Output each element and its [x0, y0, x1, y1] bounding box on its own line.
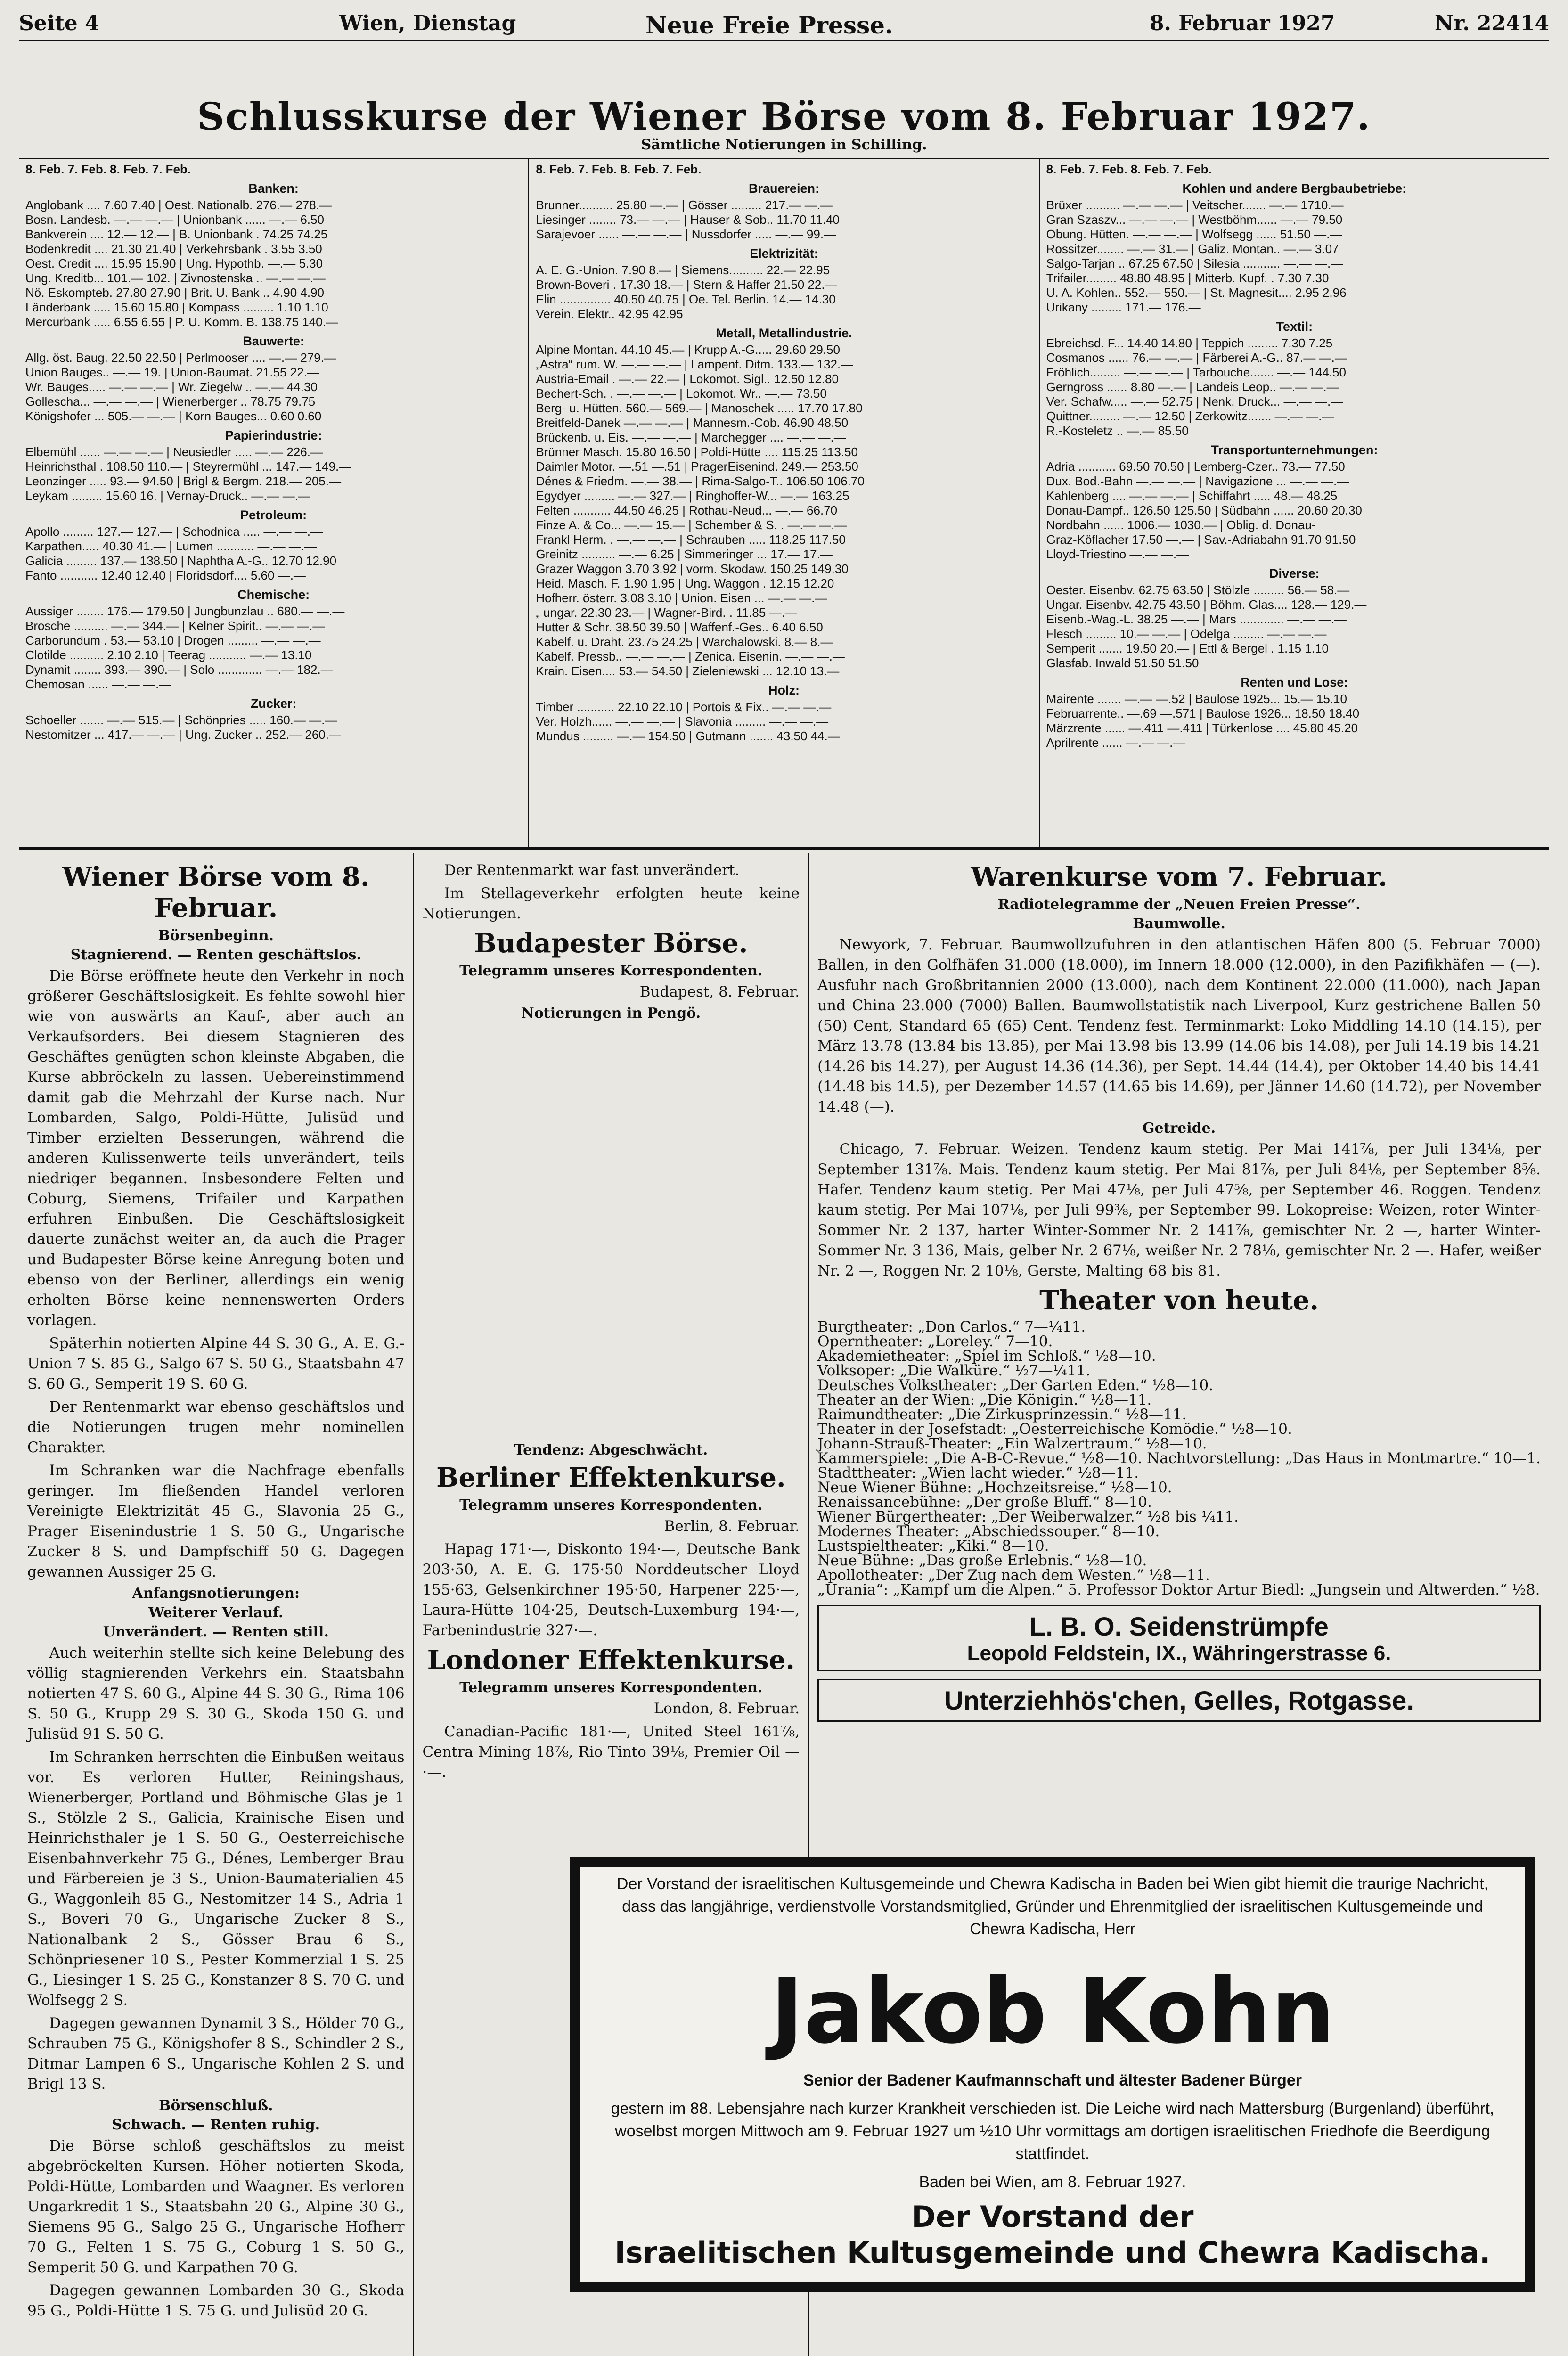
table-row: Mundus ......... —.— 154.50 | Gutmann ....... 43.50 44.— [536, 729, 840, 743]
article-paragraph: Die Börse schloß geschäftslos zu meist abgebröckelten Kursen. Höher notierten Skoda, Poldi-Hütte, Lombarden und Waagner. Es verloren Ungarkredit 1 S., Staatsbahn 20 G., Alpine 30 G., Siemens 95 G., Salgo 25 G., Ungarische Hofherr 70 G., Felten 1 S. 75 G., Coburg 1 S. 50 G., Semperit 50 G. und Karpathen 70 G. [27, 2137, 405, 2276]
article-paragraph: Auch weiterhin stellte sich keine Belebung des völlig stagnierenden Verkehrs ein. Staatsbahn notierten 47 S. 60 G., Alpine 44 S. 30 G., Rima 106 S. 50 G., Krupp 29 S. 30 G., Skoda 150 G. und Julisüd 91 S. 50 G. [27, 1644, 405, 1742]
article-paragraph: Die Börse eröffnete heute den Verkehr in noch größerer Geschäftslosigkeit. Es fehlte sowohl hier wie von auswärts an Kauf-, aber auch an Verkaufsorders. Bei diesem Stagnieren des Geschäftes genügten schon kleinste Abgaben, die Kurse abbröckeln zu lassen. Uebereinstimmend damit gab die Mehrzahl der Kurse nach. Nur Lombarden, Salgo, Poldi-Hütte, Julisüd und Timber erzielten Besserungen, während die anderen Kulissenwerte teils unverändert, teils niedriger begannen. Insbesondere Felten und Coburg, Siemens, Trifailer und Karpathen erfuhren Einbußen. Die Geschäftslosigkeit dauerte zunächst weiter an, da auch die Prager und Budapester Börse keine Anregung boten und ebenso von der Berliner, allerdings ein wenig erholten Börse keine nennenswerten Orders vorlagen. [27, 967, 405, 1329]
table-row: Adria ........... 69.50 70.50 | Lemberg-Czer.. 73.— 77.50 [1046, 459, 1345, 474]
article-subheading: Baumwolle. [1133, 916, 1225, 932]
table-row: Kabelf. u. Draht. 23.75 24.25 | Warchalowski. 8.— 8.— [536, 635, 833, 649]
table-row: Heinrichsthal . 108.50 110.— | Steyrermühl ... 147.— 149.— [25, 459, 351, 474]
section-heading: Zucker: [250, 696, 297, 711]
article-subheading: Stagnierend. — Renten geschäftslos. [70, 947, 361, 963]
table-row: Rossitzer........ —.— 31.— | Galiz. Montan.. —.— 3.07 [1046, 242, 1339, 256]
obituary-notice [570, 1857, 1535, 2292]
table-row: Trifailer......... 48.80 48.95 | Mitterb. Kupf. . 7.30 7.30 [1046, 271, 1329, 285]
table-row: Karpathen..... 40.30 41.— | Lumen ........... —.— —.— [25, 539, 317, 553]
table-row: Ver. Holzh...... —.— —.— | Slavonia ......... —.— —.— [536, 714, 829, 728]
table-row: Oest. Credit .... 15.95 15.90 | Ung. Hypothb. —.— 5.30 [25, 256, 323, 270]
table-row: Anglobank .... 7.60 7.40 | Oest. Nationalb. 276.— 278.— [25, 198, 332, 212]
table-row: Brückenb. u. Eis. —.— —.— | Marchegger .... —.— —.— [536, 430, 846, 444]
stock-rows [536, 198, 1032, 242]
table-row: „Astra“ rum. W. —.— —.— | Lampenf. Ditm. 133.— 132.— [536, 357, 853, 371]
table-row: Ungar. Eisenbv. 42.75 43.50 | Böhm. Glas.... 128.— 129.— [1046, 597, 1367, 612]
table-row: Finze A. & Co... —.— 15.— | Schember & S. . —.— —.— [536, 518, 847, 532]
section-heading: Banken: [248, 181, 299, 196]
obituary-name: Jakob Kohn [770, 1959, 1335, 2063]
table-row: Donau-Dampf.. 126.50 125.50 | Südbahn ...... 20.60 20.30 [1046, 503, 1362, 517]
table-row: Timber ........... 22.10 22.10 | Portois & Fix.. —.— —.— [536, 700, 832, 714]
stock-rows [25, 198, 522, 329]
table-row: Flesch ......... 10.— —.— | Odelga ......... —.— —.— [1046, 627, 1327, 641]
article-paragraph: Im Schranken herrschten die Einbußen weitaus vor. Es verloren Hutter, Reiningshaus, Wienerberger, Portland und Böhmische Glas je 1 S., Stölzle 2 S., Galicia, Krainische Eisen und Heinrichsthaler je 1 S. 50 G., Oesterreichische Eisenbahnverkehr 75 G., Dénes, Lemberger Brau und Färbereien je 3 S., Union-Baumaterialien 45 G., Waggonleih 85 G., Nestomitzer 14 S., Adria 1 S., Boveri 70 G., Ungarische Zucker 8 S., Nationalbank 2 S., Gösser Brau 6 S., Schönpriesener 10 S., Pester Kommerzial 1 S. 25 G., Liesinger 1 S. 25 G., Konstanzer 8 S. 70 G. und Wolfsegg 2 S. [27, 1749, 405, 2009]
table-row: Allg. öst. Baug. 22.50 22.50 | Perlmooser .... —.— 279.— [25, 351, 336, 365]
table-row: Länderbank ..... 15.60 15.80 | Kompass ......... 1.10 1.10 [25, 300, 328, 314]
section-heading: Holz: [768, 683, 800, 697]
stock-rows [25, 604, 522, 692]
table-row: Fröhlich......... —.— —.— | Tarbouche....... —.— 144.50 [1046, 365, 1346, 379]
table-row: Elbemühl ...... —.— —.— | Neusiedler ..... —.— 226.— [25, 445, 323, 459]
table-row: Gran Szaszv... —.— —.— | Westböhm...... —.— 79.50 [1046, 213, 1343, 227]
issue-number: Nr. 22414 [1434, 11, 1549, 35]
column-header: 8. Feb. 7. Feb. 8. Feb. 7. Feb. [1046, 162, 1212, 176]
obituary-text: gestern im 88. Lebensjahre nach kurzer Krankheit verschieden ist. Die Leiche wird nach Mattersburg (Burgenland) überführt, woselbst morgen Mittwoch am 9. Februar 1927 um ½10 Uhr vormittags am dortigen israelitischen Friedhofe die Beerdigung stattfindet. [611, 2100, 1494, 2163]
obituary-signature: Der Vorstand der [911, 2200, 1194, 2234]
theater-title: Theater von heute. [1039, 1285, 1319, 1316]
stock-rows [25, 445, 522, 503]
article-subheading: Unverändert. — Renten still. [103, 1624, 329, 1640]
article-paragraph: Canadian-Pacific 181·—, United Steel 161⅞, Centra Mining 18⅞, Rio Tinto 39⅛, Premier Oil —·—. [422, 1723, 800, 1781]
table-row: Hutter & Schr. 38.50 39.50 | Waffenf.-Ges.. 6.40 6.50 [536, 620, 823, 634]
table-row: Brüxer .......... —.— —.— | Veitscher....... —.— 1710.— [1046, 198, 1344, 212]
table-row: Kahlenberg .... —.— —.— | Schiffahrt ..... 48.— 48.25 [1046, 489, 1338, 503]
table-row: Operntheater: „Loreley.“ 7—10. [817, 1333, 1053, 1350]
table-row: Quittner......... —.— 12.50 | Zerkowitz....... —.— —.— [1046, 409, 1334, 423]
section-heading: Metall, Metallindustrie. [716, 326, 852, 340]
table-row: Galicia ......... 137.— 138.50 | Naphtha A.-G.. 12.70 12.90 [25, 554, 337, 568]
article-subheading: Börsenschluß. [159, 2097, 273, 2114]
stock-rows [1046, 336, 1543, 438]
stock-table [19, 158, 1549, 850]
table-row: Deutsches Volkstheater: „Der Garten Eden.“ ½8—10. [817, 1377, 1214, 1394]
table-row: Dénes & Friedm. —.— 38.— | Rima-Salgo-T.. 106.50 106.70 [536, 474, 865, 488]
table-row: Nestomitzer ... 417.— —.— | Ung. Zucker .. 252.— 260.— [25, 728, 341, 742]
table-row: R.-Kosteletz .. —.— 85.50 [1046, 424, 1189, 438]
budapest-quote-table [423, 1024, 800, 1439]
table-row: Mercurbank ..... 6.55 6.55 | P. U. Komm. B. 138.75 140.— [25, 315, 338, 329]
table-row: A. E. G.-Union. 7.90 8.— | Siemens.......... 22.— 22.95 [536, 263, 830, 277]
table-row: Sarajevoer ...... —.— —.— | Nussdorfer ..... —.— 99.— [536, 227, 836, 241]
article-subheading: Weiterer Verlauf. [148, 1604, 284, 1621]
london-title: Londoner Effektenkurse. [427, 1644, 795, 1676]
table-row: Märzrente ...... —.411 —.411 | Türkenlose .... 45.80 45.20 [1046, 721, 1358, 735]
stock-rows [1046, 459, 1543, 562]
article-subheading: Schwach. — Renten ruhig. [112, 2117, 320, 2133]
column-header: 8. Feb. 7. Feb. 8. Feb. 7. Feb. [536, 162, 702, 176]
table-row: Salgo-Tarjan .. 67.25 67.50 | Silesia ........... —.— —.— [1046, 256, 1343, 270]
stock-column-3 [1040, 159, 1549, 847]
article-subheading: Telegramm unseres Korrespondenten. [459, 963, 763, 979]
article-paragraph: Der Rentenmarkt war fast unverändert. [444, 862, 740, 879]
section-heading: Kohlen und andere Bergbaubetriebe: [1182, 181, 1407, 196]
section-heading: Renten und Lose: [1241, 675, 1348, 689]
advertisement [817, 1605, 1541, 1671]
stock-rows [1046, 583, 1543, 671]
table-row: Burgtheater: „Don Carlos.“ 7—¼11. [817, 1318, 1086, 1335]
table-row: Akademietheater: „Spiel im Schloß.“ ½8—10. [817, 1348, 1156, 1365]
article-subheading: Notierungen in Pengö. [521, 1005, 701, 1022]
article-subheading: Radiotelegramme der „Neuen Freien Presse“. [997, 896, 1361, 913]
article-paragraph: Späterhin notierten Alpine 44 S. 30 G., A. E. G.-Union 7 S. 85 G., Salgo 67 S. 50 G., Staatsbahn 47 S. 60 G., Semperit 19 S. 60 G. [27, 1335, 405, 1392]
table-row: Aussiger ........ 176.— 179.50 | Jungbunzlau .. 680.— —.— [25, 604, 345, 618]
berlin-title: Berliner Effektenkurse. [436, 1462, 786, 1493]
table-row: Brunner.......... 25.80 —.— | Gösser ......... 217.— —.— [536, 198, 833, 212]
article-wiener-boerse [19, 853, 414, 2356]
article-title: Wiener Börse vom 8. Februar. [62, 861, 370, 924]
stock-rows [25, 713, 522, 742]
stock-rows [536, 700, 1032, 744]
advertisement-banner: Unterziehhös'chen, Gelles, Rotgasse. [817, 1679, 1541, 1722]
obituary-intro: Der Vorstand der israelitischen Kultusgemeinde und Chewra Kadischa in Baden bei Wien gibt hiemit die traurige Nachricht, dass das langjährige, verdienstvolle Vorstandsmitglied, Gründer und Ehrenmitglied der israelitischen Kultusgemeinde und Chewra Kadischa, Herr [616, 1875, 1489, 1938]
table-row: Apollotheater: „Der Zug nach dem Westen.“ ½8—11. [817, 1567, 1210, 1584]
table-row: Felten ........... 44.50 46.25 | Rothau-Neud... —.— 66.70 [536, 503, 838, 517]
section-heading: Diverse: [1269, 566, 1320, 581]
table-row: Grazer Waggon 3.70 3.92 | vorm. Skodaw. 150.25 149.30 [536, 562, 849, 576]
table-row: Egydyer ......... —.— 327.— | Ringhoffer-W... —.— 163.25 [536, 489, 849, 503]
table-row: Semperit ....... 19.50 20.— | Ettl & Bergel . 1.15 1.10 [1046, 641, 1329, 655]
table-row: Fanto ........... 12.40 12.40 | Floridsdorf.... 5.60 —.— [25, 568, 306, 582]
table-row: Elin ............... 40.50 40.75 | Oe. Tel. Berlin. 14.— 14.30 [536, 292, 836, 306]
table-row: Wiener Bürgertheater: „Der Weiberwalzer.“ ½8 bis ¼11. [817, 1508, 1239, 1525]
table-row: Theater in der Josefstadt: „Oesterreichische Komödie.“ ½8—10. [817, 1421, 1292, 1438]
table-row: Neue Wiener Bühne: „Hochzeitsreise.“ ½8—10. [817, 1479, 1172, 1496]
stock-column-1 [19, 159, 529, 847]
table-row: Dux. Bod.-Bahn —.— —.— | Navigazione ... —.— —.— [1046, 474, 1349, 488]
section-heading: Transportunternehmungen: [1211, 443, 1378, 457]
section-heading: Bauwerte: [243, 334, 304, 348]
table-row: Alpine Montan. 44.10 45.— | Krupp A.-G..... 29.60 29.50 [536, 343, 840, 357]
table-row: Ung. Kreditb... 101.— 102. | Zivnostenska .. —.— —.— [25, 271, 326, 285]
dateline: Berlin, 8. Februar. [664, 1518, 800, 1535]
stock-rows [1046, 692, 1543, 750]
table-row: „Urania“: „Kampf um die Alpen.“ 5. Professor Doktor Artur Biedl: „Jungsein und Altwerden.“ ½8. [817, 1581, 1540, 1598]
table-row: Neue Bühne: „Das große Erlebnis.“ ½8—10. [817, 1552, 1147, 1569]
table-row: U. A. Kohlen.. 552.— 550.— | St. Magnesit.... 2.95 2.96 [1046, 286, 1347, 300]
table-row: Krain. Eisen.... 53.— 54.50 | Zieleniewski ... 12.10 13.— [536, 664, 840, 678]
table-row: Leykam ......... 15.60 16. | Vernay-Druck.. —.— —.— [25, 489, 310, 503]
article-paragraph: Im Stellageverkehr erfolgten heute keine Notierungen. [422, 885, 800, 922]
header-date: 8. Februar 1927 [1150, 11, 1335, 35]
page-subtitle: Sämtliche Notierungen in Schilling. [641, 137, 927, 153]
table-row: Stadttheater: „Wien lacht wieder.“ ½8—11. [817, 1464, 1139, 1481]
table-row: Brünner Masch. 15.80 16.50 | Poldi-Hütte .... 115.25 113.50 [536, 445, 858, 459]
table-row: Breitfeld-Danek —.— —.— | Mannesm.-Cob. 46.90 48.50 [536, 416, 849, 430]
table-row: Graz-Köflacher 17.50 —.— | Sav.-Adriabahn 91.70 91.50 [1046, 532, 1356, 547]
article-subheading: Tendenz: Abgeschwächt. [514, 1442, 708, 1458]
table-row: Liesinger ........ 73.— —.— | Hauser & Sob.. 11.70 11.40 [536, 213, 840, 227]
budapest-title: Budapester Börse. [474, 928, 748, 959]
section-heading: Elektrizität: [750, 246, 818, 261]
article-subheading: Getreide. [1142, 1120, 1216, 1137]
stock-rows [536, 343, 1032, 679]
table-row: Union Bauges.. —.— 19. | Union-Baumat. 21.55 22.— [25, 365, 319, 379]
table-row: Modernes Theater: „Abschiedssouper.“ 8—10. [817, 1523, 1160, 1540]
article-paragraph: Dagegen gewannen Lombarden 30 G., Skoda 95 G., Poldi-Hütte 1 S. 75 G. und Julisüd 20 G. [27, 2282, 405, 2319]
table-row: Eisenb.-Wag.-L. 38.25 —.— | Mars ............. —.— —.— [1046, 612, 1347, 626]
section-heading: Textil: [1276, 319, 1313, 334]
table-row: Nö. Eskompteb. 27.80 27.90 | Brit. U. Bank .. 4.90 4.90 [25, 286, 325, 300]
table-row: Gollescha... —.— —.— | Wienerberger .. 78.75 79.75 [25, 394, 316, 409]
ad-headline: L. B. O. Seidenstrümpfe [1029, 1612, 1329, 1641]
page-header [19, 7, 1549, 41]
table-row: Februarrente.. —.69 —.571 | Baulose 1926... 18.50 18.40 [1046, 706, 1360, 720]
table-row: Daimler Motor. —.51 —.51 | PragerEisenind. 249.— 253.50 [536, 459, 858, 474]
section-heading: Brauereien: [748, 181, 820, 196]
newspaper-name: Neue Freie Presse. [645, 11, 893, 39]
table-row: Johann-Strauß-Theater: „Ein Walzertraum.“ ½8—10. [817, 1435, 1207, 1452]
article-subheading: Telegramm unseres Korrespondenten. [459, 1679, 763, 1696]
table-row: Mairente ....... —.— —.52 | Baulose 1925... 15.— 15.10 [1046, 692, 1347, 706]
table-row: Glasfab. Inwald 51.50 51.50 [1046, 656, 1199, 670]
theater-list [817, 1320, 1541, 1597]
section-heading: Petroleum: [240, 508, 307, 522]
table-row: Oester. Eisenbv. 62.75 63.50 | Stölzle ......... 56.— 58.— [1046, 583, 1350, 597]
article-subheading: Anfangsnotierungen: [132, 1585, 300, 1602]
table-row: Urikany ......... 171.— 176.— [1046, 300, 1201, 314]
table-row: Königshofer ... 505.— —.— | Korn-Bauges... 0.60 0.60 [25, 409, 322, 423]
article-paragraph: Der Rentenmarkt war ebenso geschäftslos und die Notierungen trugen mehr nominellen Charakter. [27, 1399, 405, 1456]
table-row: Kammerspiele: „Die A-B-C-Revue.“ ½8—10. Nachtvorstellung: „Das Haus in Montmartre.“ 10—1. [817, 1450, 1541, 1467]
stock-rows [536, 263, 1032, 321]
table-row: Volksoper: „Die Walküre.“ ½7—¼11. [817, 1362, 1091, 1379]
table-row: Brosche .......... —.— 344.— | Kelner Spirit.. —.— —.— [25, 619, 325, 633]
table-row: Frankl Herm. . —.— —.— | Schrauben ..... 118.25 117.50 [536, 532, 846, 547]
table-row: Kabelf. Pressb.. —.— —.— | Zenica. Eisenin. —.— —.— [536, 649, 845, 663]
table-row: Bechert-Sch. . —.— —.— | Lokomot. Wr.. —.— 73.50 [536, 386, 827, 401]
table-row: Bankverein .... 12.— 12.— | B. Unionbank . 74.25 74.25 [25, 227, 328, 241]
stock-column-2 [529, 159, 1039, 847]
table-row: Carborundum . 53.— 53.10 | Drogen ......... —.— —.— [25, 633, 321, 647]
table-row: Ver. Schafw..... —.— 52.75 | Nenk. Druck... —.— —.— [1046, 394, 1343, 409]
table-row: Verein. Elektr.. 42.95 42.95 [536, 307, 683, 321]
table-row: Renaissancebühne: „Der große Bluff.“ 8—10. [817, 1494, 1152, 1511]
table-row: Raimundtheater: „Die Zirkusprinzessin.“ ½8—11. [817, 1406, 1187, 1423]
table-row: Apollo ......... 127.— 127.— | Schodnica ..... —.— —.— [25, 524, 323, 539]
stock-rows [25, 351, 522, 424]
article-paragraph: Hapag 171·—, Diskonto 194·—, Deutsche Bank 203·50, A. E. G. 175·50 Norddeutscher Lloyd 155·63, Gelsenkirchner 195·50, Harpener 225·—, Laura-Hütte 104·25, Deutsch-Luxemburg 194·—, Farbenindustrie 327·—. [422, 1541, 800, 1639]
table-row: Gerngross ...... 8.80 —.— | Landeis Leop.. —.— —.— [1046, 380, 1339, 394]
table-row: Obung. Hütten. —.— —.— | Wolfsegg ...... 51.50 —.— [1046, 227, 1342, 241]
dateline: London, 8. Februar. [653, 1700, 800, 1717]
table-row: Heid. Masch. F. 1.90 1.95 | Ung. Waggon . 12.15 12.20 [536, 576, 834, 590]
table-row: „ ungar. 22.30 23.— | Wagner-Bird. . 11.85 —.— [536, 605, 797, 620]
table-row: Austria-Email . —.— 22.— | Lokomot. Sigl.. 12.50 12.80 [536, 372, 839, 386]
table-row: Clotilde .......... 2.10 2.10 | Teerag ........... —.— 13.10 [25, 648, 312, 662]
table-row: Lloyd-Triestino —.— —.— [1046, 547, 1189, 561]
table-row: Brown-Boveri . 17.30 18.— | Stern & Haffer 21.50 22.— [536, 278, 837, 292]
table-row: Wr. Bauges..... —.— —.— | Wr. Ziegelw .. —.— 44.30 [25, 380, 318, 394]
article-paragraph: Newyork, 7. Februar. Baumwollzufuhren in den atlantischen Häfen 800 (5. Februar 7000) Ballen, in den Golfhäfen 31.000 (18.000), im Innern 18.000 (12.000), in den Pazifikhäfen — (—). Ausfuhr nach Großbritannien 2000 (13.000), nach dem Kontinent 22.000 (11.000), nach Japan und China 23.000 (7000) Ballen. Baumwollstatistik nach Liverpool, Kurz gestrichene Ballen 50 (50) Cent, Standard 65 (65) Cent. Tendenz fest. Terminmarkt: Loko Middling 14.10 (14.15), per März 13.78 (13.84 bis 13.85), per Mai 13.98 bis 13.99 (14.06 bis 14.08), per Juli 14.19 bis 14.21 (14.26 bis 14.27), per August 14.36 (14.36), per Sept. 14.44 (14.4), per Oktober 14.40 bis 14.41 (14.48 bis 14.5), per Dezember 14.57 (14.65 bis 14.69), per Jänner 14.60 (14.72), per November 14.48 (—). [817, 936, 1541, 1115]
article-subheading: Telegramm unseres Korrespondenten. [459, 1497, 763, 1513]
article-title: Warenkurse vom 7. Februar. [971, 861, 1388, 892]
dateline: Budapest, 8. Februar. [639, 983, 800, 1000]
page-number: Seite 4 [19, 11, 99, 35]
stock-rows [1046, 198, 1543, 315]
table-row: Nordbahn ...... 1006.— 1030.— | Oblig. d. Donau- [1046, 518, 1316, 532]
article-subheading: Börsenbeginn. [158, 927, 274, 944]
table-row: Berg- u. Hütten. 560.— 569.— | Manoschek ..... 17.70 17.80 [536, 401, 863, 415]
header-place-date: Wien, Dienstag [339, 11, 516, 35]
table-row: Bosn. Landesb. —.— —.— | Unionbank ...... —.— 6.50 [25, 213, 324, 227]
article-paragraph: Im Schranken war die Nachfrage ebenfalls geringer. Im fließenden Handel verloren Vereinigte Elektrizität 45 G., Slavonia 25 G., Prager Eisenindustrie 1 S. 50 G., Ungarische Zucker 8 S. und Dampfschiff 50 G. Dagegen gewannen Aussiger 25 G. [27, 1462, 405, 1580]
section-heading: Chemische: [237, 588, 310, 602]
column-header: 8. Feb. 7. Feb. 8. Feb. 7. Feb. [25, 162, 191, 176]
table-row: Dynamit ........ 393.— 390.— | Solo ............. —.— 182.— [25, 663, 333, 677]
page-title: Schlusskurse der Wiener Börse vom 8. Februar 1927. [197, 94, 1371, 139]
obituary-signature: Israelitischen Kultusgemeinde und Chewra Kadischa. [614, 2235, 1491, 2270]
table-row: Greinitz .......... —.— 6.25 | Simmeringer ... 17.— 17.— [536, 547, 833, 561]
table-row: Aprilrente ...... —.— —.— [1046, 736, 1185, 750]
section-heading: Papierindustrie: [225, 428, 322, 442]
ad-address: Leopold Feldstein, IX., Währingerstrasse 6. [967, 1642, 1391, 1665]
article-paragraph: Dagegen gewannen Dynamit 3 S., Hölder 70 G., Schrauben 75 G., Königshofer 8 S., Schindler 2 S., Ditmar Lampen 6 S., Ungarische Kohlen 2 S. und Brigl 13 S. [27, 2015, 405, 2093]
stock-rows [25, 524, 522, 583]
table-row: Hofherr. österr. 3.08 3.10 | Union. Eisen ... —.— —.— [536, 591, 827, 605]
table-row: Cosmanos ...... 76.— —.— | Färberei A.-G.. 87.— —.— [1046, 351, 1347, 365]
obituary-date: Baden bei Wien, am 8. Februar 1927. [919, 2173, 1186, 2191]
article-paragraph: Chicago, 7. Februar. Weizen. Tendenz kaum stetig. Per Mai 141⅞, per Juli 134⅛, per September 131⅞. Mais. Tendenz kaum stetig. Per Mai 81⅞, per Juli 84⅛, per September 8⅝. Hafer. Tendenz kaum stetig. Per Mai 47⅛, per Juli 47⅝, per September 46. Roggen. Tendenz kaum stetig. Per Mai 107⅛, per Juli 99⅜, per September 99. Lokopreise: Weizen, roter Winter-Sommer Nr. 2 137, harter Winter-Sommer Nr. 2 141⅞, gemischter Nr. 2 —, harter Winter-Sommer Nr. 3 136, Mais, gelber Nr. 2 67⅛, weißer Nr. 2 78⅛, gemischter Nr. 2 —. Hafer, weißer Nr. 2 —, Roggen Nr. 2 10⅛, Gerste, Malting 68 bis 81. [817, 1141, 1541, 1279]
table-row: Lustspieltheater: „Kiki.“ 8—10. [817, 1538, 1049, 1554]
table-row: Leonzinger ..... 93.— 94.50 | Brigl & Bergm. 218.— 205.— [25, 474, 342, 488]
table-row: Bodenkredit .... 21.30 21.40 | Verkehrsbank . 3.55 3.50 [25, 242, 322, 256]
table-row: Ebreichsd. F... 14.40 14.80 | Teppich ......... 7.30 7.25 [1046, 336, 1333, 350]
table-row: Chemosan ...... —.— —.— [25, 677, 172, 691]
obituary-role: Senior der Badener Kaufmannschaft und ältester Badener Bürger [803, 2071, 1302, 2089]
table-row: Schoeller ....... —.— 515.— | Schönpries ..... 160.— —.— [25, 713, 337, 727]
table-row: Theater an der Wien: „Die Königin.“ ½8—11. [817, 1391, 1152, 1408]
